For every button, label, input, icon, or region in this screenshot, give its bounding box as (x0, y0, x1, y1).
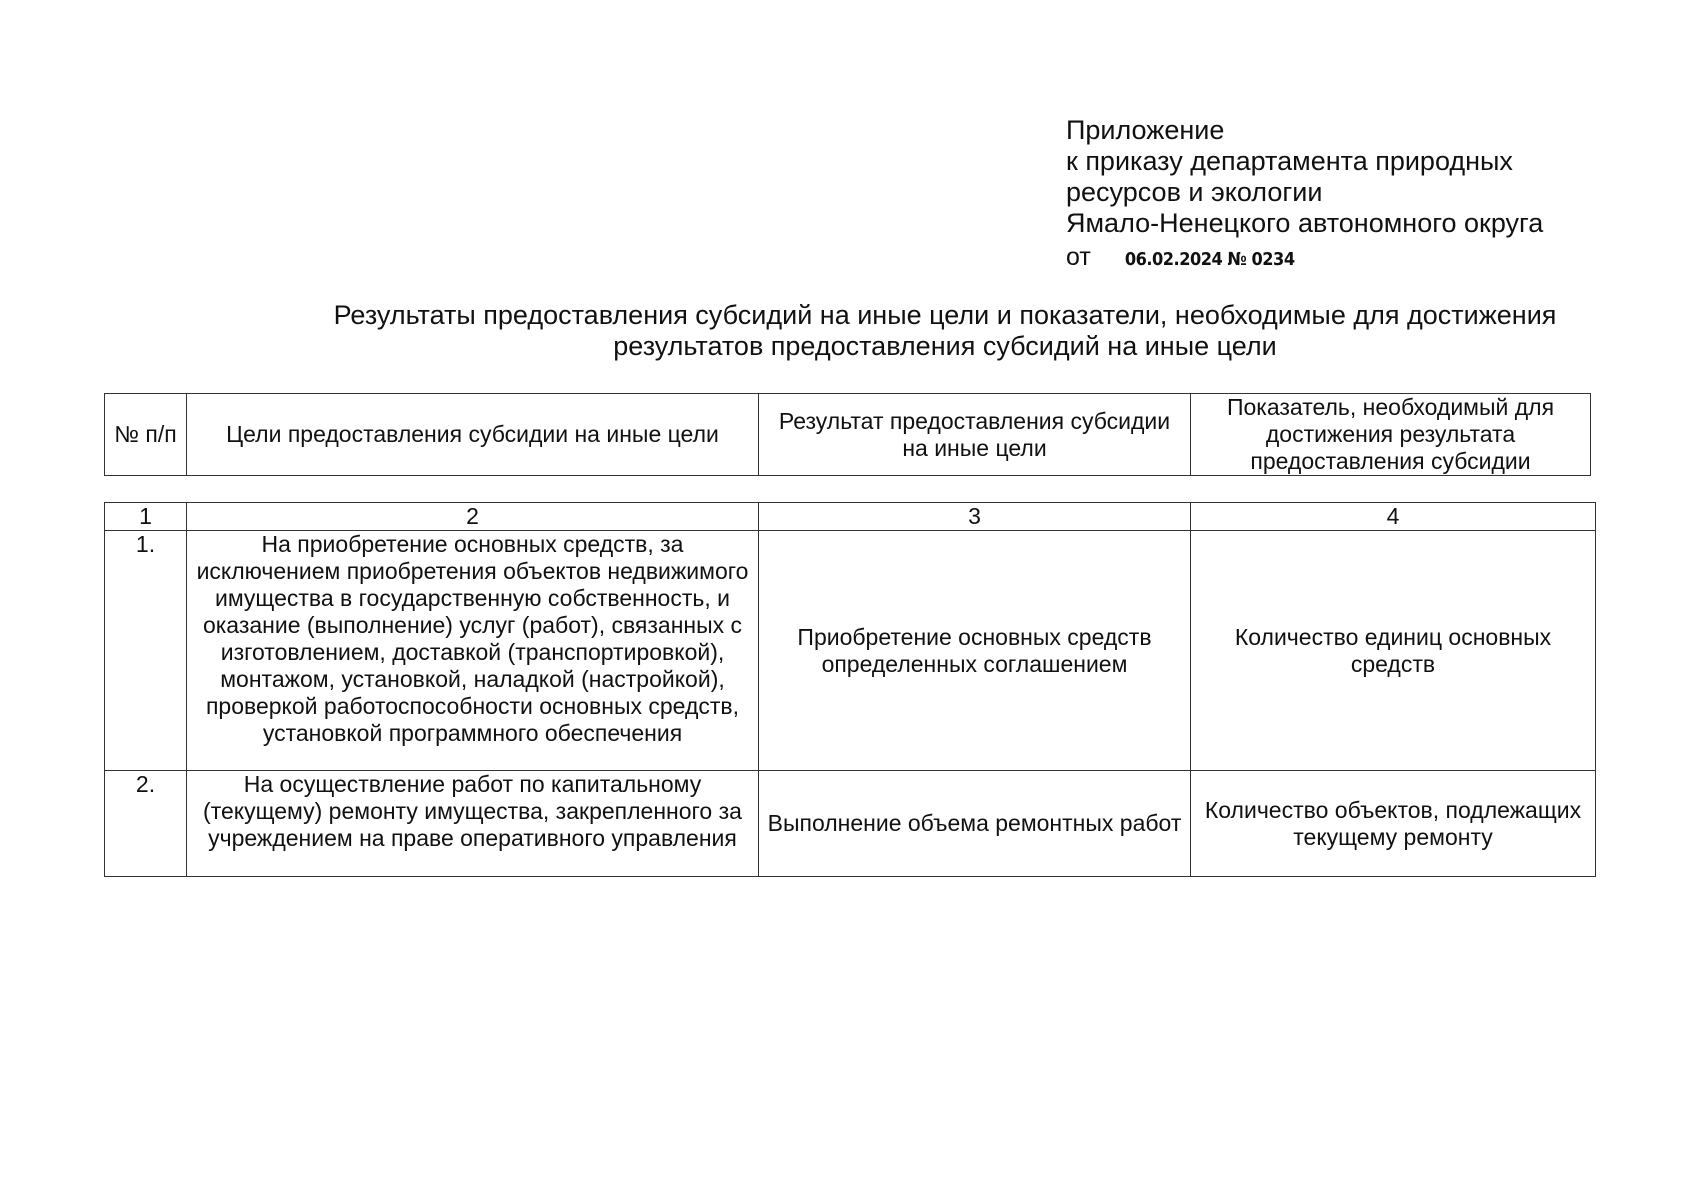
column-number: 4 (1191, 503, 1596, 531)
table-row (105, 531, 1596, 771)
order-date-line (1066, 241, 1543, 275)
header-row (105, 394, 1591, 476)
appendix-line: ресурсов и экологии (1066, 177, 1323, 207)
body-table (104, 502, 1596, 877)
row-number: 2. (105, 771, 187, 877)
order-date-number: 06.02.2024 № 0234 (1124, 249, 1295, 270)
header-goal: Цели предоставления субсидии на иные цели (187, 394, 759, 476)
column-number: 1 (105, 503, 187, 531)
header-table (104, 393, 1591, 476)
table-row (105, 771, 1596, 877)
document-title (200, 300, 1690, 362)
header-indicator: Показатель, необходимый для достижения результата предоставления субсидии (1191, 394, 1591, 476)
column-number: 2 (187, 503, 759, 531)
column-number: 3 (759, 503, 1191, 531)
row-goal: На приобретение основных средств, за исключением приобретения объектов недвижимого имущества в государственную собственность, и оказание (выполнение) услуг (работ), связанных с изготовлением, доставкой (транспортировкой), монтажом, установкой, наладкой (настройкой), проверкой работоспособности основных средств, установкой программного обеспечения (187, 531, 759, 771)
row-goal: На осуществление работ по капитальному (текущему) ремонту имущества, закрепленного за учреждением на праве оперативного управления (187, 771, 759, 877)
title-line-2: результатов предоставления субсидий на иные цели (613, 331, 1277, 361)
header-result: Результат предоставления субсидии на иные цели (759, 394, 1191, 476)
title-line-1: Результаты предоставления субсидий на иные цели и показатели, необходимые для достижения (333, 300, 1557, 330)
appendix-line: Ямало-Ненецкого автономного округа (1066, 208, 1544, 238)
row-number: 1. (105, 531, 187, 771)
header-number: № п/п (105, 394, 187, 476)
appendix-line: Приложение (1066, 115, 1225, 145)
appendix-line: к приказу департамента природных (1066, 146, 1513, 176)
row-result: Выполнение объема ремонтных работ (759, 771, 1191, 877)
row-result: Приобретение основных средств определенных соглашением (759, 531, 1191, 771)
row-indicator: Количество объектов, подлежащих текущему ремонту (1191, 771, 1596, 877)
appendix-block (1066, 115, 1543, 275)
column-number-row (105, 503, 1596, 531)
date-prefix: от (1066, 243, 1091, 271)
row-indicator: Количество единиц основных средств (1191, 531, 1596, 771)
